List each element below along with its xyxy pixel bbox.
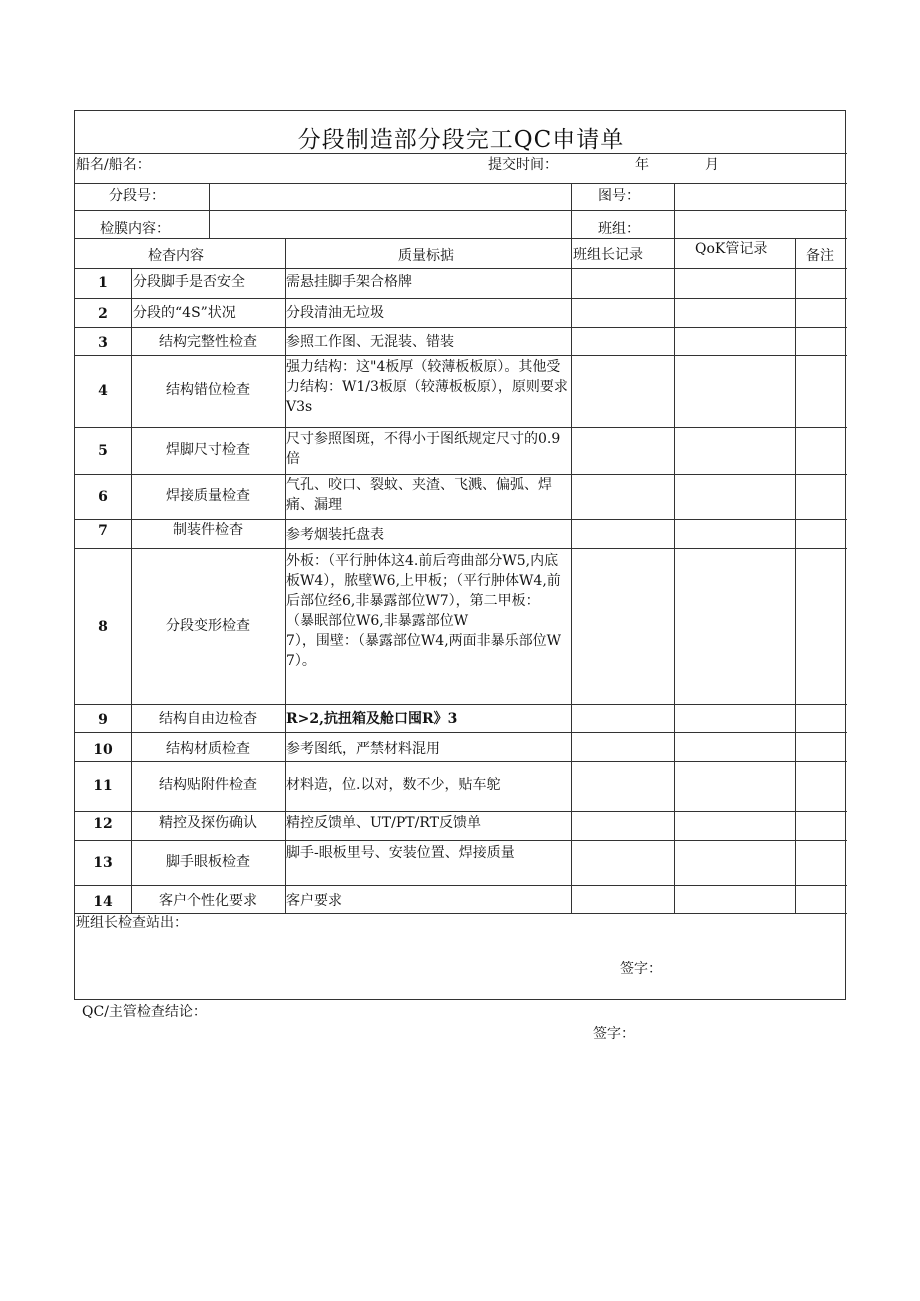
submit-time-label: 提交时间： xyxy=(488,157,558,173)
row-criteria: 强力结构：这"4板厚（较薄板板原）。其他受力结构：W1/3板原（较薄板板原），原则要求V3s xyxy=(286,359,568,415)
inspection-content-label: 检膜内容： xyxy=(100,221,170,237)
row-criteria: 分段清油无垃圾 xyxy=(286,305,384,321)
row-item: 结构完整性检查 xyxy=(159,334,257,350)
row-criteria: 精控反馈单、UT/PT/RT反馈单 xyxy=(286,815,481,831)
row-criteria: 参考图纸，严禁材料混用 xyxy=(286,741,440,757)
row-criteria: R>2,抗扭箱及舱口囤R》3 xyxy=(286,711,458,727)
form-title: 分段制造部分段完工QC申请单 xyxy=(297,127,625,153)
row-number: 3 xyxy=(98,335,108,351)
row-number: 11 xyxy=(93,778,113,794)
row-criteria: 气孔、咬口、裂蚊、夹渣、飞溅、偏弧、焊痛、漏理 xyxy=(286,477,552,513)
col-header-qc-record: QoK管记录 xyxy=(695,241,768,257)
row-number: 5 xyxy=(98,443,108,459)
drawing-no-label: 图号： xyxy=(598,188,640,204)
row-item: 结构贴附件检查 xyxy=(159,777,257,793)
row-item: 结构错位检查 xyxy=(166,382,250,398)
row-item: 脚手眼板检查 xyxy=(166,854,250,870)
row-number: 10 xyxy=(93,742,113,758)
row-item: 分段脚手是否安全 xyxy=(133,274,245,290)
qc-signature-label: 签字： xyxy=(593,1026,635,1042)
block-no-field[interactable] xyxy=(210,184,570,210)
row-number: 4 xyxy=(98,383,108,399)
row-item: 分段变形检查 xyxy=(166,618,250,634)
row-number: 6 xyxy=(98,489,108,505)
row-number: 14 xyxy=(93,894,113,910)
row-criteria: 脚手-眼板里号、安装位置、焊接质量 xyxy=(286,845,515,861)
col-header-item: 检杳内容 xyxy=(148,248,204,264)
row-number: 8 xyxy=(98,619,108,635)
row-number: 9 xyxy=(98,712,108,728)
row-item: 结构自由边检杳 xyxy=(159,711,257,727)
row-criteria: 尺寸参照图斑，不得小于图纸规定尺寸的0.9倍 xyxy=(286,431,561,467)
row-item: 分段的“4S”状况 xyxy=(133,305,236,321)
block-no-label: 分段号： xyxy=(109,188,165,204)
month-label: 月 xyxy=(705,157,719,173)
inspection-content-field[interactable] xyxy=(210,211,570,237)
leader-signature-label: 签字： xyxy=(620,961,662,977)
row-item: 焊接质量检查 xyxy=(166,488,250,504)
row-item: 精控及探伤确认 xyxy=(159,815,257,831)
leader-conclusion-field[interactable] xyxy=(76,935,846,997)
row-number: 2 xyxy=(98,306,108,322)
row-number: 13 xyxy=(93,855,113,871)
qc-conclusion-label: QC/主管检查结论： xyxy=(82,1004,207,1020)
row-criteria: 需悬挂脚手架合格牌 xyxy=(286,274,412,290)
row-item: 焊脚尺寸检查 xyxy=(166,442,250,458)
row-item: 客户个性化要求 xyxy=(159,893,257,909)
team-field[interactable] xyxy=(675,211,846,237)
col-header-criteria: 质量标掂 xyxy=(398,248,454,264)
row-criteria: 参考烟装托盘表 xyxy=(286,527,384,543)
row-item: 制装件检杳 xyxy=(173,522,243,538)
row-criteria: 客户要求 xyxy=(286,893,342,909)
row-number: 1 xyxy=(98,275,108,291)
row-criteria: 外板：（平行肿体这4.前后弯曲部分W5,内底板W4），脓壁W6,上甲板；（平行肿体W4,前后部位经6,非暴露部位W7），第二甲板： （暴眠部位W6,非暴露部位W 7），围壁：（暴露部位W4,两面非暴乐部位W7）。 xyxy=(286,553,562,669)
col-header-remarks: 备注 xyxy=(806,248,834,264)
year-label: 年 xyxy=(635,157,649,173)
row-number: 7 xyxy=(98,523,108,539)
col-header-leader-record: 班组长记录 xyxy=(573,247,643,263)
row-criteria: 材料造，位.以对，数不少，贴车鸵 xyxy=(286,777,501,793)
qc-application-form xyxy=(74,110,846,1000)
leader-conclusion-label: 班组长检查站出： xyxy=(76,915,188,931)
ship-name-label: 船名/船名： xyxy=(76,157,151,173)
row-number: 12 xyxy=(93,816,113,832)
team-label: 班组： xyxy=(598,221,640,237)
row-criteria: 参照工作图、无混装、错装 xyxy=(286,334,454,350)
drawing-no-field[interactable] xyxy=(675,184,846,210)
row-item: 结构材质检查 xyxy=(166,741,250,757)
